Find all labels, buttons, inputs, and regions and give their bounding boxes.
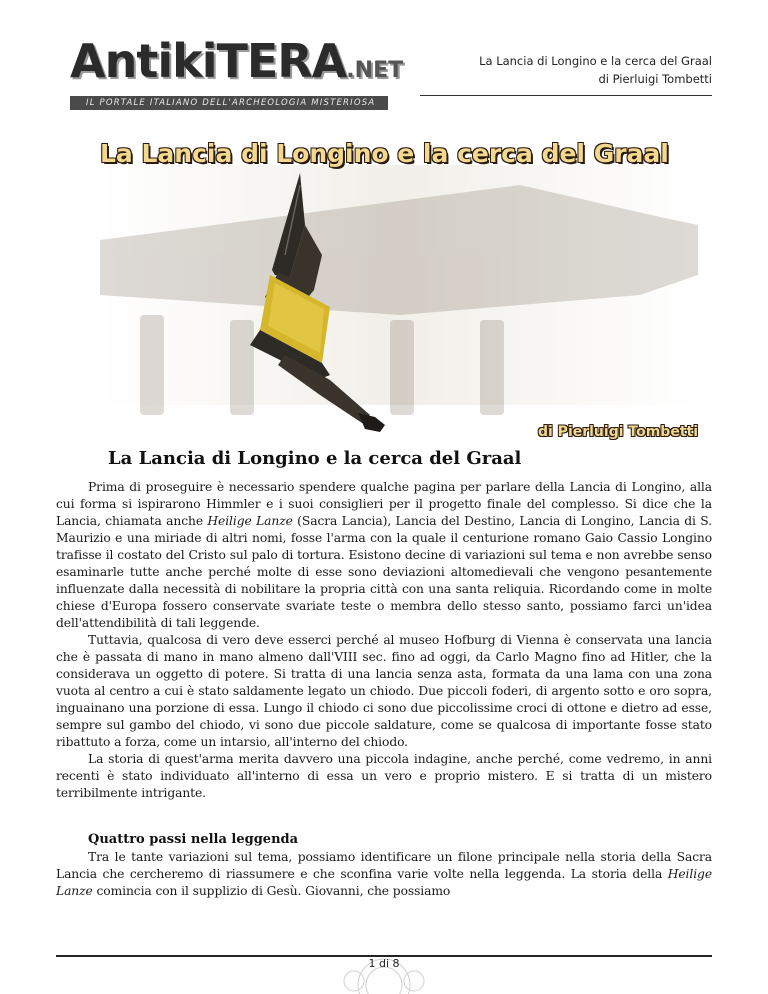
logo-suffix: .NET <box>346 58 404 83</box>
paragraph-4-emphasis: Heilige Lanze <box>56 867 712 898</box>
running-header-author: di Pierluigi Tombetti <box>598 72 712 86</box>
running-header <box>479 52 712 88</box>
paragraph-4 <box>56 849 712 900</box>
page-number: 1 di 8 <box>368 957 400 970</box>
paragraph-1-emphasis: Heilige Lanze <box>207 514 293 528</box>
section-title: Quattro passi nella leggenda <box>88 832 299 847</box>
article-title: La Lancia di Longino e la cerca del Graal <box>108 448 522 469</box>
logo-tagline: IL PORTALE ITALIANO DELL'ARCHEOLOGIA MISTERIOSA <box>70 96 388 110</box>
running-header-title: La Lancia di Longino e la cerca del Graal <box>479 54 712 68</box>
paragraph-1 <box>56 479 712 632</box>
logo-main-text: AntikiTERA <box>70 34 347 88</box>
paragraph-4-end: comincia con il supplizio di Gesù. Giovanni, che possiamo <box>92 884 451 898</box>
paragraph-1-end: (Sacra Lancia), Lancia del Destino, Lancia di Longino, Lancia di S. Maurizio e una miriade di altri nomi, fosse l'arma con la quale il centurione romano Gaio Cassio Longino trafisse il costato del Cristo sul palo di tortura. Esistono decine di variazioni sul tema e non avrebbe senso esaminarle tutte anche perché molte di esse sono deviazioni altomedievali che vengono pesantemente influenzate dalla necessità di nobilitare la propria città con una santa reliquia. Ricordando come in molte chiese d'Europa fossero conservate svariate teste o membra dello stesso santo, possiamo farci un'idea dell'attendibilità di tali leggende. <box>56 514 712 630</box>
paragraph-3: La storia di quest'arma merita davvero una piccola indagine, anche perché, come vedremo, in anni recenti è stato individuato all'interno di essa un vero e proprio mistero. E si tratta di un mistero terribilmente intrigante. <box>56 752 712 800</box>
page-header <box>0 0 768 110</box>
antikitera-logo[interactable] <box>70 34 404 108</box>
banner-author: di Pierluigi Tombetti <box>537 424 698 440</box>
paragraph-4-start: Tra le tante variazioni sul tema, possiamo identificare un filone principale nella storia della Sacra Lancia che cercheremo di riassumere e che sconfina varie volte nella leggenda. La storia della <box>56 850 712 881</box>
lance-illustration <box>100 125 698 440</box>
paragraph-1-start: Prima di proseguire è necessario spendere qualche pagina per parlare della Lancia di Longino, alla cui forma si ispirarono Himmler e i suoi consiglieri per il progetto finale del complesso. Si dice che la Lancia, chiamata anche <box>56 480 712 528</box>
paragraph-2: Tuttavia, qualcosa di vero deve esserci perché al museo Hofburg di Vienna è conservata una lancia che è passata di mano in mano almeno dall'VIII sec. fino ad oggi, da Carlo Magno fino ad Hitler, che la considerava un oggetto di potere. Si tratta di una lancia senza asta, formata da una lama con una zona vuota al centro a cui è stato saldamente legato un chiodo. Due piccoli foderi, di argento sotto e oro sopra, inguainano una porzione di essa. Lungo il chiodo ci sono due piccolissime croci di ottone e dietro ad esse, sempre sul gambo del chiodo, vi sono due piccole saldature, come se qualcosa di importante fosse stato ribattuto a forza, come un intarsio, all'interno del chiodo. <box>56 633 712 749</box>
article-body <box>56 448 712 900</box>
header-divider <box>420 95 712 96</box>
logo-wordmark <box>70 34 404 94</box>
banner-title: La Lancia di Longino e la cerca del Graal <box>100 139 669 168</box>
hero-banner <box>100 125 698 440</box>
